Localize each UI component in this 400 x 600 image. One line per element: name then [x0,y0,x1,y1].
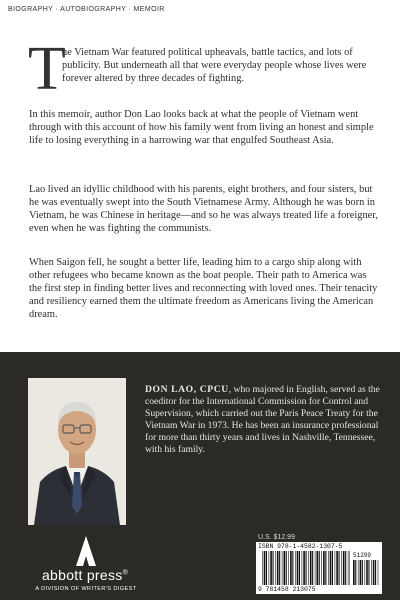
barcode-bar [310,551,312,585]
barcode-bar [317,551,319,585]
barcode-bar [365,560,366,585]
barcode-bar [279,551,280,585]
publisher-name [26,567,144,583]
price-label: U.S. $12.99 [258,534,295,541]
barcode-bar [275,551,276,585]
publisher-name-text: abbott press [41,567,123,583]
barcode-bar [308,551,309,585]
barcode-bar [315,551,316,585]
barcode-bar [336,551,338,585]
description-paragraph-4: When Saigon fell, he sought a better life, leading him to a cargo ship along with other refugees who became known as the boat people. Their path to America was the first step in finding better lives and reconnecting with loved ones. Their tenacity and resiliency earned them the ultimate freedom as Americans living the American dream. [29,257,378,320]
publisher-tagline: A DIVISION OF WRITER'S DIGEST [35,586,137,592]
barcode-number: 9 781458 213075 [258,586,316,593]
barcode-bar [371,560,372,585]
barcode-bar [303,551,305,585]
barcode-bar [375,560,376,585]
barcode-bar [378,560,379,585]
barcode-bars-addon [353,560,379,585]
barcode-bar [330,551,332,585]
barcode-bar [325,551,326,585]
barcode-bar [348,551,349,585]
publisher-mark-icon [76,536,96,566]
barcode-bar [360,560,362,585]
description-paragraph-1: he Vietnam War featured political upheavals, battle tactics, and lots of publicity. But underneath all that were everyday people whose lives were forever altered by three decades of fighting. [62,47,367,84]
barcode-bar [299,551,300,585]
description-paragraph-3: Lao lived an idyllic childhood with his parents, eight brothers, and four sisters, but he was eventually swept into the South Vietnamese Army. Although he was born in Vietnam, he was Chinese in heritage—and so he was always treated life a foreigner, even when he was fighting the communists. [29,184,378,234]
barcode-bar [362,560,363,585]
author-bio [145,384,381,456]
barcode-addon-label: 51299 [353,552,372,559]
drop-cap: T [28,35,66,103]
barcode-bar [302,551,303,585]
category-label: BIOGRAPHY · AUTOBIOGRAPHY · MEMOIR [8,6,165,13]
barcode-bar [306,551,307,585]
barcode-bar [321,551,322,585]
barcode-bar [319,551,320,585]
barcode-bar [273,551,274,585]
barcode-bar [288,551,289,585]
barcode-bar [262,551,263,585]
barcode-bar [266,551,267,585]
author-bio-text: , who majored in English, served as the coeditor for the International Commission for Control and Supervision, which carried out the Paris Peace Treaty for the Vietnam War in 1973. He has been an insurance professional for more than thirty years and lives in Nashville, Tennessee, with his family. [145,384,380,455]
barcode-bar [332,551,333,585]
barcode-bar [297,551,299,585]
barcode-bar [368,560,369,585]
barcode-bar [286,551,287,585]
author-name: DON LAO, CPCU [145,384,229,395]
barcode-bar [269,551,270,585]
barcode-bar [358,560,359,585]
registered-mark: ® [122,569,129,577]
barcode-bar [323,551,325,585]
isbn-label: ISBN 978-1-4582-1307-5 [258,543,343,550]
barcode-bars-main [262,551,350,585]
publisher-logo [26,536,146,592]
barcode-bar [335,551,336,585]
barcode-bar [341,551,342,585]
barcode-bar [345,551,346,585]
barcode-bar [343,551,345,585]
barcode-bar [373,560,375,585]
barcode-bar [264,551,266,585]
barcode-bar [350,551,351,585]
barcode-bar [290,551,292,585]
barcode-bar [282,551,283,585]
barcode-bar [292,551,293,585]
barcode-bar [355,560,356,585]
barcode-bar [328,551,329,585]
barcode-bar [353,560,355,585]
barcode-bar [366,560,368,585]
author-photo [28,378,126,525]
barcode [256,542,382,594]
barcode-bar [270,551,272,585]
barcode-bar [277,551,279,585]
barcode-bar [312,551,313,585]
barcode-bar [284,551,286,585]
barcode-bar [339,551,340,585]
barcode-bar [295,551,296,585]
author-portrait-illustration [28,378,126,525]
description-paragraph-2: In this memoir, author Don Lao looks back at what the people of Vietnam went through with this account of how his family went from living an honest and simple life to losing everything in a harrowing war that engulfed Southeast Asia. [29,109,374,146]
